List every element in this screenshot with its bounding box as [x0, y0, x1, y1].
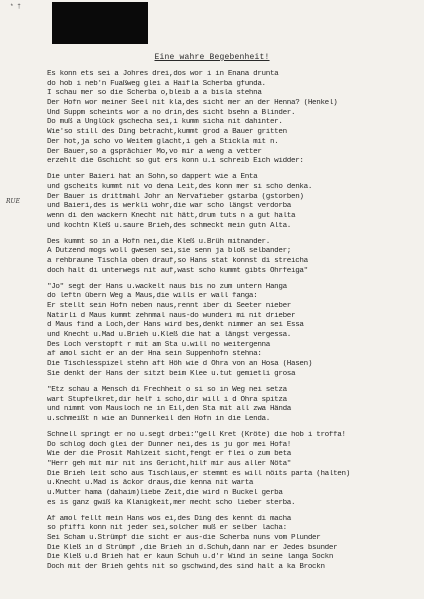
text-line: Sie denkt der Hans der sitzt beim Klee u.tut gemietli grosa [47, 369, 296, 378]
text-line: "Herr geh mit mir nit ins Gericht,hilf mir aus aller Nöta" [47, 459, 292, 468]
text-line: wenn di den wackern Knecht nit hätt,drum tuts n a gut halta [47, 211, 296, 220]
text-line: Die Kleß in d Strümpf ,die Brieh in d.Schuh,dann nar er Jedes bsunder [47, 543, 338, 552]
text-line: af amol sicht er an der Hna sein Suppenhofn stehna: [47, 350, 262, 359]
text-line: u.schmeißt n wie an Dunnerkeil den Hofn in die Lenda. [47, 414, 270, 423]
text-line: do leftn übern Weg a Maus,die wills er wall fanga: [47, 292, 258, 301]
text-line: und gscheits kummt nit vo dena Leit,des konn mer si scho denka. [47, 182, 313, 191]
text-line: d Maus find a Loch,der Hans wird bes,denkt nimmer an sei Essa [47, 321, 304, 330]
text-line: A Dutzend mogs woll gwesen sei,sie senn ja bloß selbander; [47, 247, 292, 256]
text-line: Der hot,ja scho vo Weitem glacht,i geh a Stickla mit n. [47, 137, 279, 146]
text-line: und Knecht u.Mad u.Brieh u.Kleß die hat a längst vergessa. [47, 331, 292, 340]
text-line: Er stellt sein Hofn neben naus,rennt iber di Seeter nieber [47, 302, 292, 311]
document-title: Eine wahre Begebenheit! [154, 53, 270, 62]
text-line: Des Loch verstopft r mit am Sta u.will no weitergenna [47, 340, 270, 349]
text-line: u.Knecht u.Mad is äckor draus,die kenna nit warta [47, 479, 254, 488]
text-line: Des kummt so in a Hofn nei,die Kleß u.Brüh mitnander. [47, 237, 270, 246]
text-line: Schnell springt er no u.segt drbei:"gell Kret (Kröte) die hob i troffa! [47, 430, 346, 439]
text-line: so pfiffi konn nit jeder sei,solcher muß er selber lacha: [47, 524, 287, 533]
text-line: Natirli d Maus kummt zehnmal naus-do wunderi mi nit drieber [47, 311, 296, 320]
text-line: a rehbraune Tischla oben drauf,so Hans stat konnst di streicha [47, 256, 308, 265]
text-line: do hob i neb'n Fuaßweg glei a Haifla Scherba gfunda. [47, 79, 266, 88]
text-line: Der Hofn wor meiner Seel nit kla,des sicht mer an der Henna? (Henkel) [47, 99, 338, 108]
text-line: Do muß a Unglück gschecha sei,i kumm sicha nit dahinter. [47, 118, 283, 127]
text-line: I schau mer so die Scherba o,bleib a a bisla stehna [47, 89, 262, 98]
text-line: wart Stupfelkret,dir helf i scho,dir will i d Ohra spitza [47, 395, 287, 404]
text-line: Die Kleß u.d Brieh hat er kaun Schuh u.d'r Wind in seine langa Sockn [47, 553, 334, 562]
text-line: es is ganz gwiß ka Klanigkeit,mer mecht scho lieber sterba. [47, 498, 296, 507]
text-line: und Baieri,des is werkli wohr,die war scho längst verdorba [47, 202, 292, 211]
text-line: Die Brieh leit scho aus Tischlaus,er stemmt es will nöits parta (halten) [47, 469, 350, 478]
text-line: u.Mutter hama (dahaim)liebe Zeit,die wird n Buckel gerba [47, 488, 283, 497]
text-line: Und Suppm scheints wor a no drin,des sicht bsehn a Blinder. [47, 108, 296, 117]
text-line: Af amol fellt mein Hans wos ei,des Ding des kennt di macha [47, 514, 292, 523]
text-line: Wie der die Prosit Mahlzeit sicht,fengt er flei o zum beta [47, 450, 292, 459]
text-line: Doch mit der Brieh gehts nit so gschwind,des sind halt a ka Brockn [47, 563, 325, 572]
text-line: Sei Scham u.Strümpf die sicht er aus-die Scherba nuns vom Plunder [47, 534, 321, 543]
text-line: Es konn ets sei a Johres drei,dos wor i in Enana drunta [47, 70, 279, 78]
paragraph [47, 173, 419, 231]
paragraph [47, 386, 419, 425]
paragraph [47, 431, 419, 509]
text-line: und nimmt vom Mausloch ne in Eil,den Sta mit all zwa Hända [47, 405, 292, 414]
redaction-block [52, 2, 148, 44]
text-line: "Jo" segt der Hans u.wackelt naus bis no zum untern Hanga [47, 282, 287, 291]
text-line: "Etz schau a Mensch di Frechheit o si so in Weg nei setza [47, 385, 287, 394]
paragraph [47, 283, 419, 380]
text-line: Wie'so still des Ding betracht,kummt grod a Bauer gritten [47, 128, 287, 137]
text-line: Die unter Baieri hat an Sohn,so dappert wie a Enta [47, 173, 258, 182]
text-line: Die Tischlesspizel stehn aft Höh wie d Ohra von an Hosa (Hasen) [47, 360, 313, 369]
text-line: erzehlt die Gschicht so gut ers konn u.i schreib Eich widder: [47, 157, 304, 166]
paragraph [47, 515, 419, 573]
paragraph [47, 70, 419, 167]
text-line: doch halt di unterwegs nit auf,wast scho kummt gibts Ohrfeiga" [47, 266, 308, 275]
document-body [47, 70, 419, 579]
text-line: Der Bauer,so a gsprächier Mo,vo mir a weng a vetter [47, 147, 262, 156]
margin-note: RUE [6, 198, 20, 205]
corner-mark: * † [10, 3, 21, 10]
text-line: Der Bauer is drittmahl Johr an Nervafieber gstarba (gstorben) [47, 192, 304, 201]
paragraph [47, 238, 419, 277]
text-line: und kochtn Kleß u.saure Brieh,des schmeckt mein gutn Alta. [47, 221, 292, 230]
text-line: Do schlog doch glei der Dunner nei,des is ju gor mei Hofa! [47, 440, 292, 449]
